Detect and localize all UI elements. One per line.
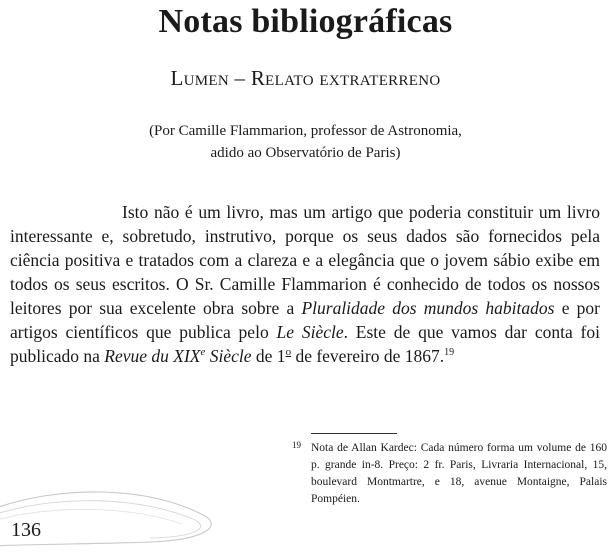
footnote-divider <box>311 433 397 434</box>
body-text-5: de fevereiro de 1867. <box>291 346 445 366</box>
revue-suffix: Siècle <box>205 346 252 366</box>
page-number: 136 <box>11 519 41 541</box>
page-title: Notas bibliográficas <box>158 3 453 40</box>
body-text-1: Isto não é um livro, mas um artigo que poderia constituir um livro interessante e, sobretudo, instrutivo, porque os seus dados são fornecidos pela ciência positiva e tratados com a clareza e a elegância que o jovem sábio exibe em todos os seus escritos. O Sr. Camille Flammarion é conhecido de todos os nossos leitores por sua excelente obra sobre a <box>10 202 600 318</box>
page-ornament-swirl-icon <box>0 488 611 552</box>
body-text-4: de 1 <box>251 346 286 366</box>
body-text-3: . Este de que vamos dar conta foi publicado na <box>10 322 600 366</box>
byline-line-2: adido ao Observatório de Paris) <box>210 145 401 161</box>
footnote-text: Nota de Allan Kardec: Cada número forma um volume de 160 p. grande in-8. Preço: 2 fr. Paris, Livraria Internacional, 15, boulevard Montmartre, e 18, avenue Montaigne, Palais Pompéien. <box>311 442 607 505</box>
body-paragraph <box>10 200 600 368</box>
work-title-le-siecle: Le Siècle <box>276 322 344 342</box>
article-subtitle: Lumen – Relato extraterreno <box>170 66 441 90</box>
footnote-reference[interactable]: 19 <box>444 347 455 359</box>
work-title-revue <box>104 346 251 366</box>
footnote-number: 19 <box>292 440 301 450</box>
body-text-2: e por artigos científicos que publica pelo <box>10 298 600 342</box>
byline-line-1: (Por Camille Flammarion, professor de Astronomia, <box>149 123 462 139</box>
revue-prefix: Revue du XIX <box>104 346 201 366</box>
work-title-pluralidade: Pluralidade dos mundos habitados <box>301 298 555 318</box>
byline <box>0 120 611 164</box>
revue-superscript: e <box>200 346 206 359</box>
ordinal-indicator: o <box>285 346 292 359</box>
